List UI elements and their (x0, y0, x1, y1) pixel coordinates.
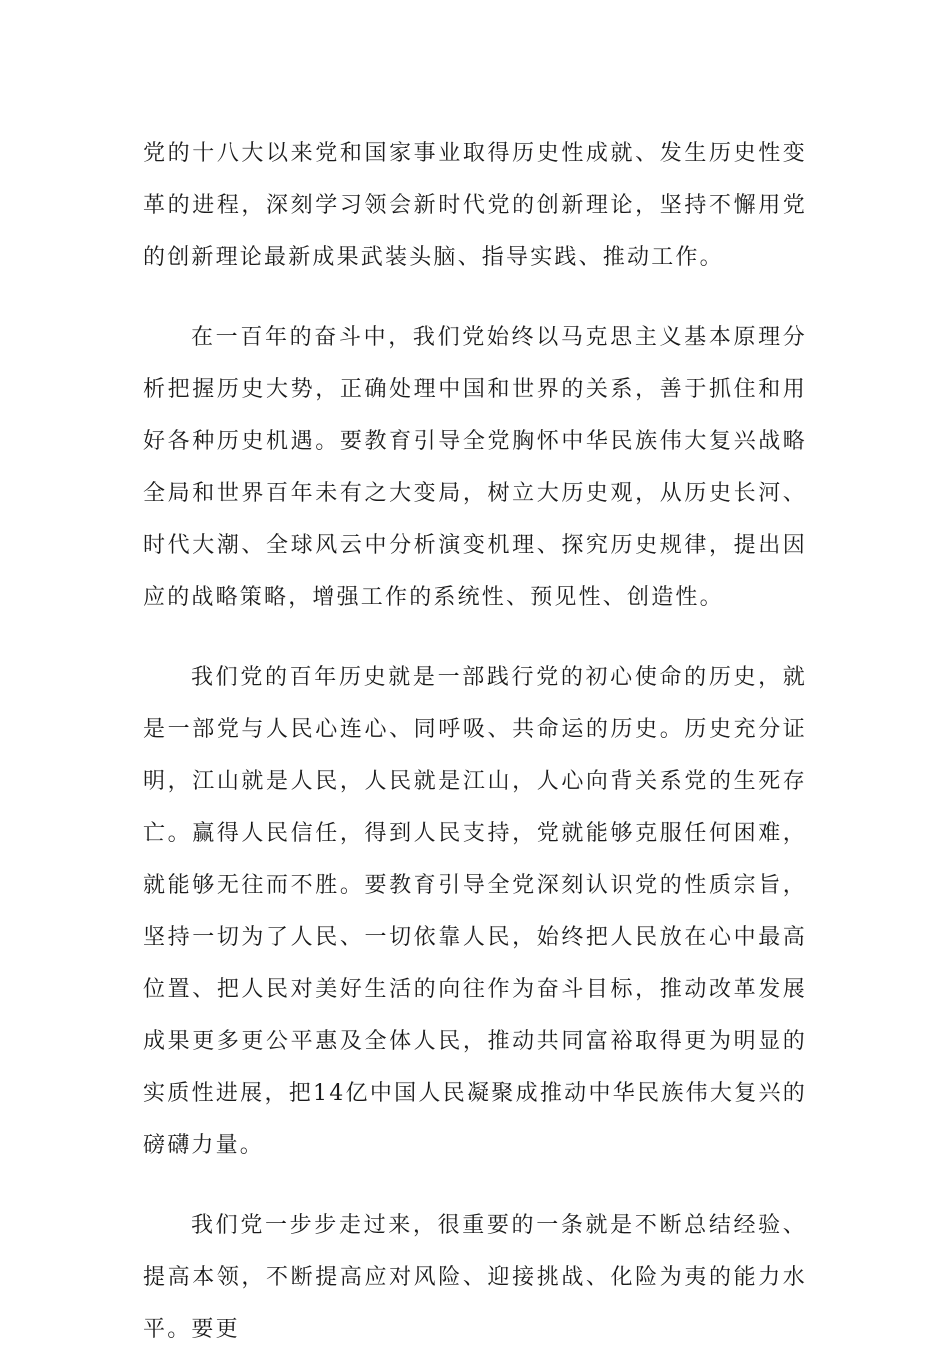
document-body (143, 128, 807, 1356)
paragraph-1: 党的十八大以来党和国家事业取得历史性成就、发生历史性变革的进程，深刻学习领会新时代党的创新理论，坚持不懈用党的创新理论最新成果武装头脑、指导实践、推动工作。 (143, 141, 807, 270)
paragraph-4: 我们党一步步走过来，很重要的一条就是不断总结经验、提高本领，不断提高应对风险、迎接挑战、化险为夷的能力水平。要更 (143, 1213, 807, 1342)
paragraph-2: 在一百年的奋斗中，我们党始终以马克思主义基本原理分析把握历史大势，正确处理中国和世界的关系，善于抓住和用好各种历史机遇。要教育引导全党胸怀中华民族伟大复兴战略全局和世界百年未有之大变局，树立大历史观，从历史长河、时代大潮、全球风云中分析演变机理、探究历史规律，提出因应的战略策略，增强工作的系统性、预见性、创造性。 (143, 325, 807, 610)
paragraph-3: 我们党的百年历史就是一部践行党的初心使命的历史，就是一部党与人民心连心、同呼吸、共命运的历史。历史充分证明，江山就是人民，人民就是江山，人心向背关系党的生死存亡。赢得人民信任，得到人民支持，党就能够克服任何困难，就能够无往而不胜。要教育引导全党深刻认识党的性质宗旨，坚持一切为了人民、一切依靠人民，始终把人民放在心中最高位置、把人民对美好生活的向往作为奋斗目标，推动改革发展成果更多更公平惠及全体人民，推动共同富裕取得更为明显的实质性进展，把14亿中国人民凝聚成推动中华民族伟大复兴的磅礴力量。 (143, 665, 807, 1158)
